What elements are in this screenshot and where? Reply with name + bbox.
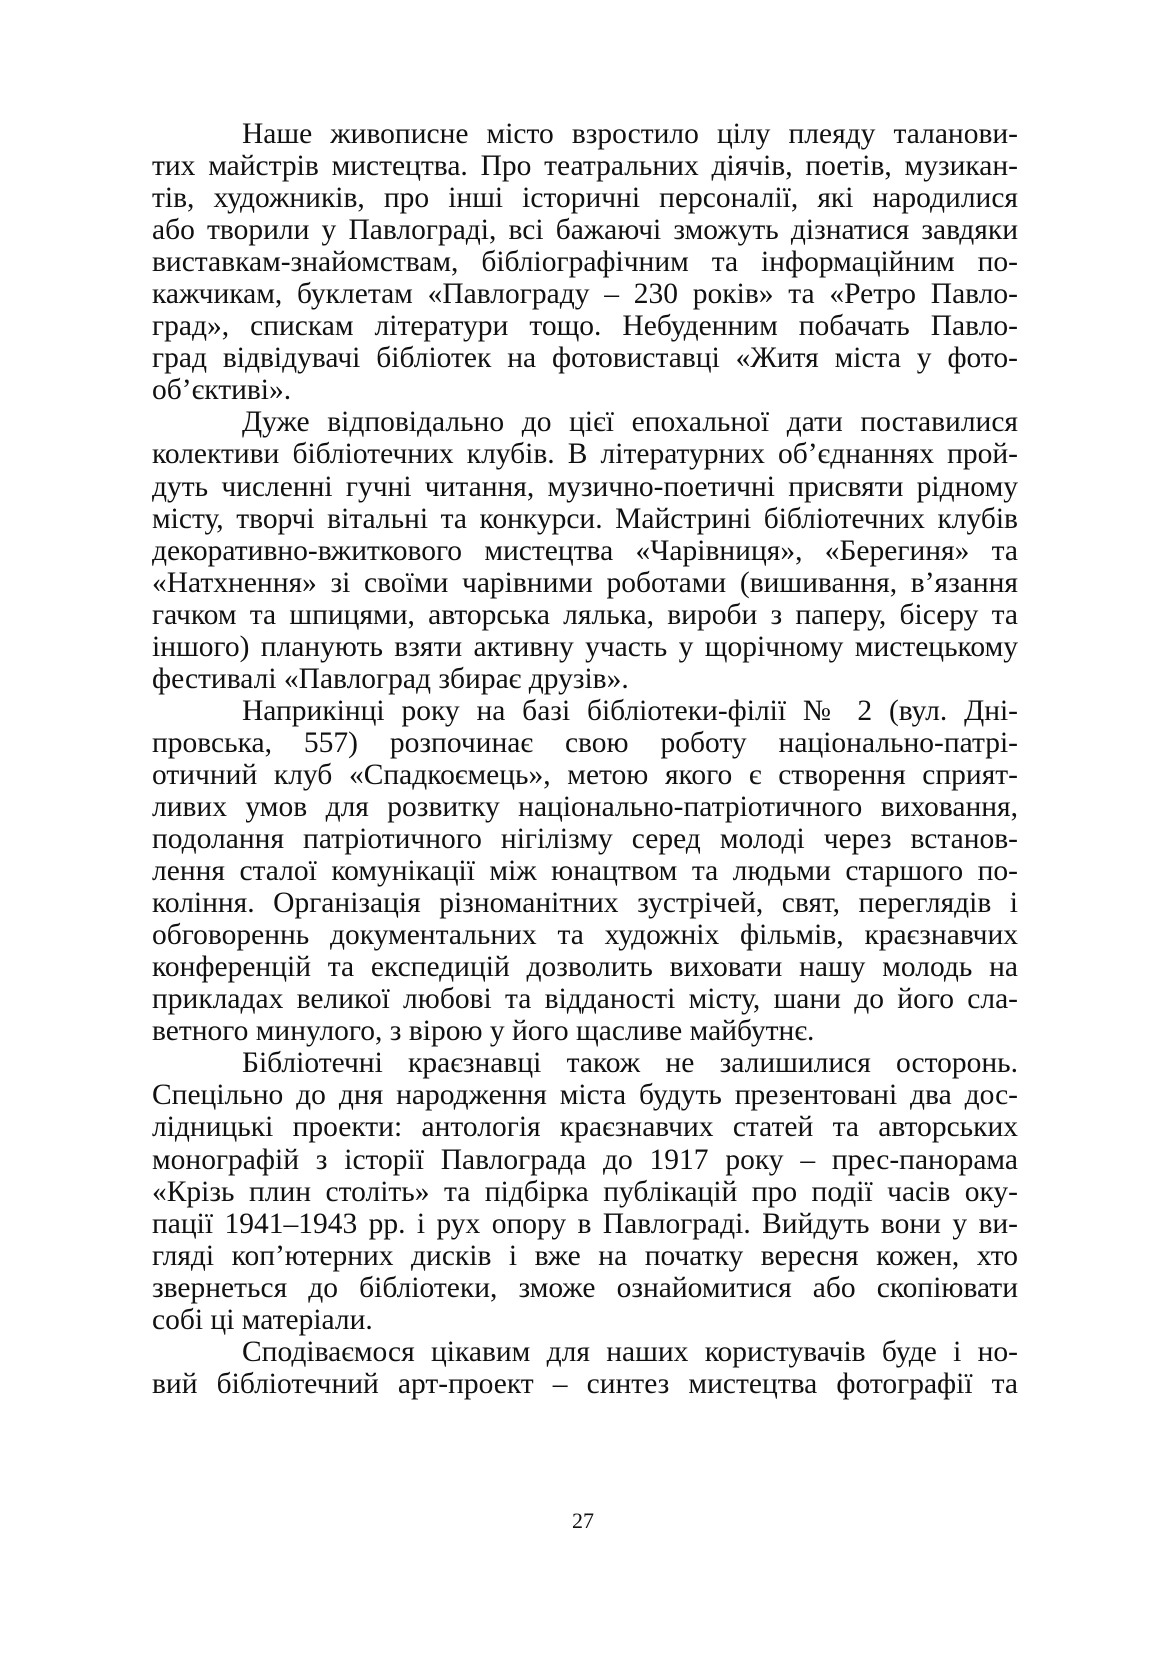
text-line: град», спискам літератури тощо. Небуденним побачать Павло- (152, 310, 1018, 343)
text-line: тів, художників, про інші історичні персоналії, які народилися (152, 182, 1018, 215)
text-line: подолання патріотичного нігілізму серед молоді через встанов- (152, 823, 1018, 856)
text-line: пації 1941–1943 рр. і рух опору в Павлограді. Вийдуть вони у ви- (152, 1207, 1018, 1240)
paragraph (152, 406, 1018, 694)
body-text (152, 118, 1018, 1400)
text-line: Сподіваємося цікавим для наших користувачів буде і но- (242, 1335, 1018, 1368)
paragraph (152, 118, 1018, 406)
text-line: гачком та шпицями, авторська лялька, вироби з паперу, бісеру та (152, 598, 1018, 631)
text-line: Бібліотечні краєзнавці також не залишилися осторонь. (242, 1047, 1018, 1080)
text-line: гляді коп’ютерних дисків і вже на початку вересня кожен, хто (152, 1239, 1018, 1272)
paragraph (152, 1336, 1018, 1400)
text-line: колективи бібліотечних клубів. В літературних об’єднаннях прой- (152, 438, 1018, 471)
text-line: кажчикам, буклетам «Павлограду – 230 років» та «Ретро Павло- (152, 278, 1018, 311)
text-line: місту, творчі вітальні та конкурси. Майстрині бібліотечних клубів (152, 502, 1018, 535)
text-line: «Крізь плин століть» та підбірка публікацій про події часів оку- (152, 1175, 1018, 1208)
text-line: Спецільно до дня народження міста будуть презентовані два дос- (152, 1079, 1018, 1112)
text-line: ливих умов для розвитку національно-патріотичного виховання, (152, 790, 1018, 823)
text-line: Наприкінці року на базі бібліотеки-філії № 2 (вул. Дні- (242, 694, 1018, 727)
text-line: іншого) планують взяти активну участь у щорічному мистецькому (152, 630, 1018, 663)
paragraph (152, 1047, 1018, 1335)
text-line: об’єктиві». (152, 374, 292, 407)
text-line: Наше живописне місто взростило цілу плеяду таланови- (242, 118, 1018, 150)
text-line: або творили у Павлограді, всі бажаючі зможуть дізнатися завдяки (152, 214, 1018, 247)
text-line: тих майстрів мистецтва. Про театральних діячів, поетів, музикан- (152, 150, 1018, 183)
text-line: конференцій та експедицій дозволить виховати нашу молодь на (152, 951, 1018, 984)
text-line: отичний клуб «Спадкоємець», метою якого є створення сприят- (152, 758, 1018, 791)
text-line: лідницькі проекти: антологія краєзнавчих статей та авторських (152, 1111, 1018, 1144)
text-line: коління. Організація різноманітних зустрічей, свят, переглядів і (152, 887, 1018, 920)
text-line: лення сталої комунікації між юнацтвом та людьми старшого по- (152, 855, 1018, 888)
paragraph (152, 695, 1018, 1048)
text-line: звернеться до бібліотеки, зможе ознайомитися або скопіювати (152, 1271, 1018, 1304)
text-line: обговореннь документальних та художніх фільмів, краєзнавчих (152, 919, 1018, 952)
text-line: фестивалі «Павлоград збирає друзів». (152, 662, 629, 695)
text-line: прикладах великої любові та відданості місту, шани до його сла- (152, 983, 1018, 1016)
text-line: «Натхнення» зі своїми чарівними роботами (вишивання, в’язання (152, 566, 1018, 599)
text-line: виставкам-знайомствам, бібліографічним та інформаційним по- (152, 246, 1018, 279)
text-line: дуть численні гучні читання, музично-поетичні присвяти рідному (152, 470, 1018, 503)
text-line: провська, 557) розпочинає свою роботу національно-патрі- (152, 726, 1018, 759)
text-line: собі ці матеріали. (152, 1303, 373, 1336)
page-number: 27 (572, 1508, 594, 1533)
text-line: декоративно-вжиткового мистецтва «Чарівниця», «Берегиня» та (152, 534, 1018, 567)
text-line: Дуже відповідально до цієї епохальної дати поставилися (242, 406, 1018, 439)
text-line: вий бібліотечний арт-проект – синтез мистецтва фотографії та (152, 1367, 1018, 1400)
text-line: град відвідувачі бібліотек на фотовиставці «Житя міста у фото- (152, 342, 1018, 375)
text-line: ветного минулого, з вірою у його щасливе майбутнє. (152, 1015, 815, 1048)
text-line: монографій з історії Павлограда до 1917 року – прес-панорама (152, 1143, 1018, 1176)
